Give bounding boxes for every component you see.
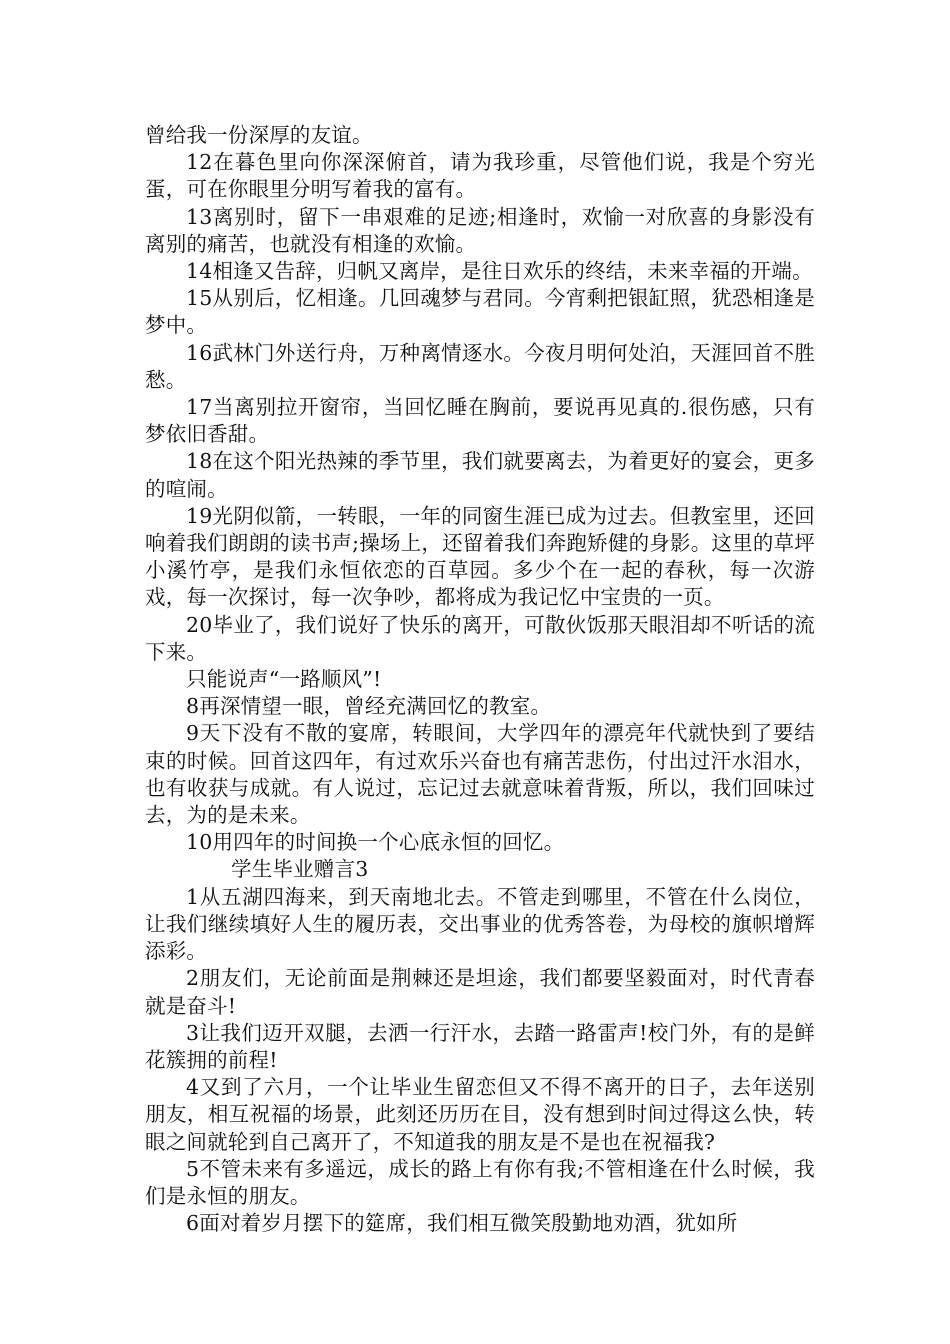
paragraph: 8再深情望一眼，曾经充满回忆的教室。 xyxy=(186,694,552,719)
paragraph: 曾给我一份深厚的友谊。 xyxy=(145,123,373,147)
paragraph: 15从别后，忆相逢。几回魂梦与君同。今宵剩把银缸照，犹恐相逢是梦中。 xyxy=(145,286,815,338)
paragraph: 12在暮色里向你深深俯首，请为我珍重，尽管他们说，我是个穷光蛋，可在你眼里分明写着我的富有。 xyxy=(145,150,815,202)
paragraph: 10用四年的时间换一个心底永恒的回忆。 xyxy=(186,830,565,855)
paragraph: 19光阴似箭，一转眼，一年的同窗生涯已成为过去。但教室里，还回响着我们朗朗的读书声;操场上，还留着我们奔跑矫健的身影。这里的草坪小溪竹亭，是我们永恒依恋的百草园。多少个在一起的春秋，每一次游戏，每一次探讨，每一次争吵，都将成为我记忆中宝贵的一页。 xyxy=(145,503,815,610)
paragraph: 1从五湖四海来，到天南地北去。不管走到哪里，不管在什么岗位，让我们继续填好人生的履历表，交出事业的优秀答卷，为母校的旗帜增辉添彩。 xyxy=(145,884,815,964)
paragraph: 16武林门外送行舟，万种离情逐水。今夜月明何处泊，天涯回首不胜愁。 xyxy=(145,340,815,392)
paragraph: 只能说声“一路顺风”! xyxy=(186,667,382,692)
paragraph: 3让我们迈开双腿，去洒一行汗水，去踏一路雷声!校门外，有的是鲜花簇拥的前程! xyxy=(145,1020,815,1072)
paragraph: 14相逢又告辞，归帆又离岸，是往日欢乐的终结，未来幸福的开端。 xyxy=(186,259,813,284)
paragraph: 13离别时，留下一串艰难的足迹;相逢时，欢愉一对欣喜的身影没有离别的痛苦，也就没有相逢的欢愉。 xyxy=(145,204,815,256)
paragraph: 5不管未来有多遥远，成长的路上有你有我;不管相逢在什么时候，我们是永恒的朋友。 xyxy=(145,1156,815,1208)
section-title: 学生毕业赠言3 xyxy=(231,857,369,882)
paragraph: 17当离别拉开窗帘，当回忆睡在胸前，要说再见真的.很伤感，只有梦依旧香甜。 xyxy=(145,395,815,447)
paragraph: 2朋友们，无论前面是荆棘还是坦途，我们都要坚毅面对，时代青春就是奋斗! xyxy=(145,966,815,1018)
paragraph: 9天下没有不散的宴席，转眼间，大学四年的漂亮年代就快到了要结束的时候。回首这四年，有过欢乐兴奋也有痛苦悲伤，付出过汗水泪水，也有收获与成就。有人说过，忘记过去就意味着背叛，所以，我们回味过去，为的是未来。 xyxy=(145,721,815,828)
document-body xyxy=(145,122,815,1237)
paragraph: 4又到了六月，一个让毕业生留恋但又不得不离开的日子，去年送别朋友，相互祝福的场景，此刻还历历在目，没有想到时间过得这么快，转眼之间就轮到自己离开了，不知道我的朋友是不是也在祝福我? xyxy=(145,1075,815,1154)
paragraph: 18在这个阳光热辣的季节里，我们就要离去，为着更好的宴会，更多的喧闹。 xyxy=(145,449,815,501)
paragraph: 20毕业了，我们说好了快乐的离开，可散伙饭那天眼泪却不听话的流下来。 xyxy=(145,612,815,664)
paragraph: 6面对着岁月摆下的筵席，我们相互微笑殷勤地劝酒，犹如所 xyxy=(186,1211,738,1236)
